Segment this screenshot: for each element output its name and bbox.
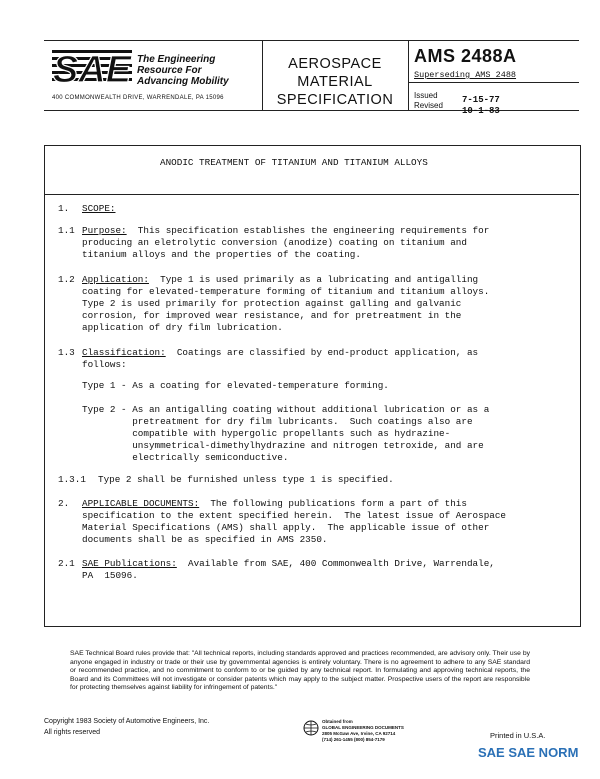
obtained-from-block: Obtained from GLOBAL ENGINEERING DOCUMENTS 2805 McGaw Ave, Irvine, CA 92714 (714) 261-1455 (800) 854-7179: [322, 719, 404, 742]
section-2-1-heading: SAE Publications:: [82, 558, 177, 569]
type-1-item: Type 1 - As a coating for elevated-temperature forming.: [82, 380, 389, 391]
section-1-3-heading: Classification:: [82, 347, 166, 358]
section-1-heading: SCOPE:: [82, 203, 116, 214]
section-1-2-number: 1.2: [58, 274, 75, 285]
section-1-number: 1.: [58, 203, 70, 214]
technical-board-note: SAE Technical Board rules provide that: "All technical reports, including standards approved and practices recommended, are advisory only. Their use by anyone engaged in industry or trade or their use by governmental agencies is entirely voluntary. There is no agreement to adhere to any SAE standard or recommended practice, and no commitment to conform to or be guided by any technical report. In formulating and approving technical reports, the Board and its Committees will not investigate or consider patents which may apply to the subject matter. Prospective users of the report are responsible for protecting themselves against liability for infringement of patents.": [70, 650, 530, 691]
ams-number: AMS 2488A: [414, 46, 517, 66]
issued-label: Issued: [414, 91, 438, 100]
rights-line: All rights reserved: [44, 729, 101, 736]
section-2-1-number: 2.1: [58, 558, 75, 569]
section-1-2-text: Application: Type 1 is used primarily as a lubricating and antigalling coating for elevated-temperature forming of titanium and titanium alloys. Type 2 is used primarily for protection against galling and galvanic corrosion, for improved wear resistance, and for pretreatment in the application of dry film lubrication.: [82, 274, 490, 333]
title-rule: [44, 194, 579, 195]
header-ams-rule: [408, 82, 579, 83]
section-1-3-1-number: 1.3.1: [58, 474, 86, 485]
globe-icon: [303, 720, 319, 736]
section-2-1-text: SAE Publications: Available from SAE, 400 Commonwealth Drive, Warrendale, PA 15096.: [82, 558, 495, 581]
header-divider-2: [408, 40, 409, 110]
header-top-rule: [44, 40, 579, 41]
sae-norm-watermark: SAE SAE NORM: [478, 745, 579, 760]
sae-tagline: The Engineering Resource For Advancing Mobility: [137, 54, 229, 87]
sae-logo: [52, 44, 132, 90]
superseding-note: Superseding AMS 2488: [414, 70, 517, 80]
sae-address: 400 COMMONWEALTH DRIVE, WARRENDALE, PA 15096: [52, 95, 224, 101]
revised-label: Revised: [414, 101, 443, 110]
revised-date: 10-1-83: [462, 106, 500, 116]
type-2-item: Type 2 - As an antigalling coating without additional lubrication or as a pretreatment for dry film lubricants. Such coatings also are compatible with hypergolic propellants such as hydrazine- unsymmetrical-dimethylhydrazine and nitrogen tetroxide, and are electrically semiconductive.: [82, 404, 490, 463]
spec-type-title: AEROSPACE MATERIAL SPECIFICATION: [276, 56, 394, 108]
issued-date: 7-15-77: [462, 95, 500, 105]
section-1-1-number: 1.1: [58, 225, 75, 236]
copyright-line: Copyright 1983 Society of Automotive Engineers, Inc.: [44, 718, 210, 725]
section-1-3-text: Classification: Coatings are classified by end-product application, as follows:: [82, 347, 479, 370]
section-2-heading: APPLICABLE DOCUMENTS:: [82, 498, 200, 509]
copyright-block: [44, 716, 209, 738]
printed-in-usa: Printed in U.S.A.: [490, 731, 546, 740]
section-1-3-number: 1.3: [58, 347, 75, 358]
sae-logo-text: SAE: [52, 49, 132, 90]
section-2-text: APPLICABLE DOCUMENTS: The following publications form a part of this specification to the extent specified herein. The latest issue of Aerospace Material Specifications (AMS) shall apply. The applicable issue of other documents shall be as specified in AMS 2350.: [82, 498, 507, 545]
section-1-3-1-text: Type 2 shall be furnished unless type 1 is specified.: [98, 474, 394, 485]
section-2-number: 2.: [58, 498, 70, 509]
document-title: ANODIC TREATMENT OF TITANIUM AND TITANIUM ALLOYS: [160, 157, 428, 168]
section-1-1-heading: Purpose:: [82, 225, 127, 236]
section-1-1-text: Purpose: This specification establishes the engineering requirements for producing an eletrolytic conversion (anodize) coating on titanium and titanium alloys and the properties of the coating.: [82, 225, 490, 260]
section-1-2-heading: Application:: [82, 274, 149, 285]
